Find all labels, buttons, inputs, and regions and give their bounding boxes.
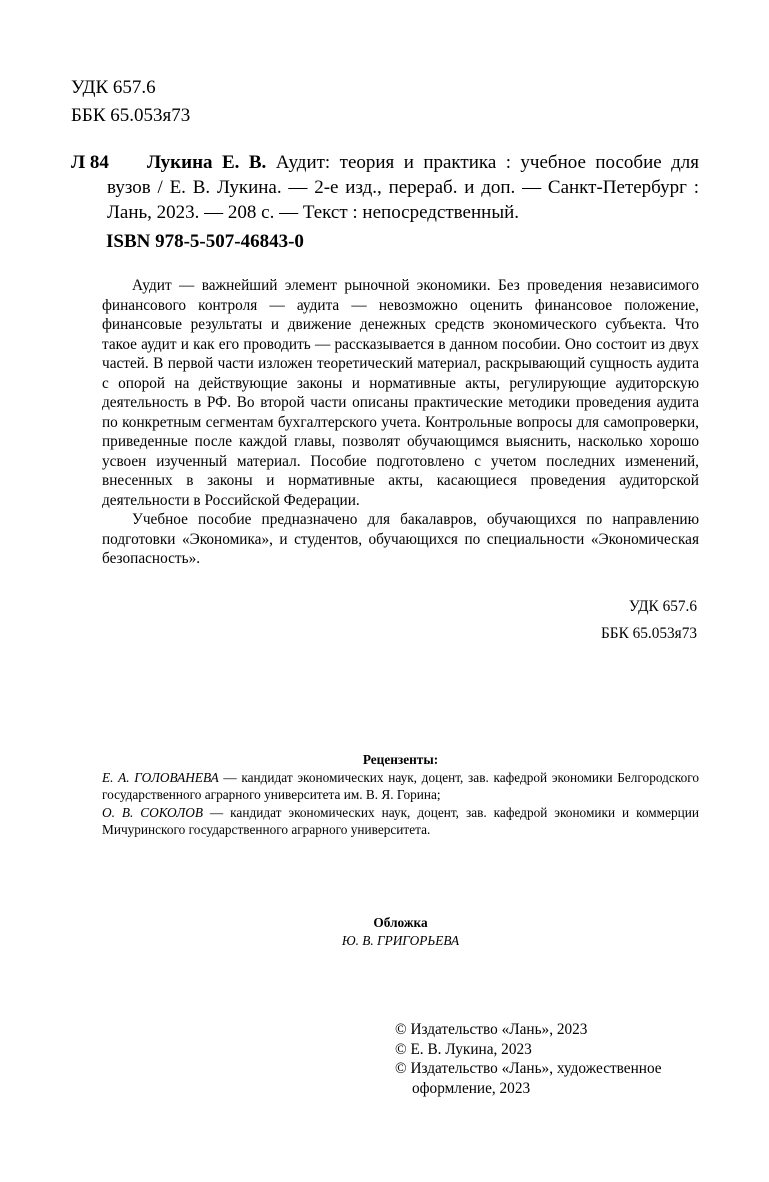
reviewer-details: — кандидат экономических наук, доцент, зав. кафедрой экономики и коммерции Мичуринского государственного аграрного университета.: [102, 804, 699, 837]
reviewers-section: [102, 751, 699, 839]
udk-code-bottom: УДК 657.6: [628, 598, 697, 615]
udk-code: УДК 657.6: [71, 77, 156, 98]
bibliographic-description: [107, 150, 699, 225]
reviewer-details: — кандидат экономических наук, доцент, зав. кафедрой экономики Белгородского государственного аграрного университета им. В. Я. Горина;: [102, 769, 699, 802]
copyright-block: [395, 1020, 700, 1098]
classification-footer: [500, 593, 697, 647]
copyright-line: © Е. В. Лукина, 2023: [395, 1040, 532, 1058]
cover-credit: [102, 914, 699, 950]
copyright-line: © Издательство «Лань», 2023: [395, 1021, 588, 1038]
bibliographic-entry: [71, 150, 699, 225]
reviewers-heading: Рецензенты:: [362, 752, 439, 767]
annotation-paragraph: Учебное пособие предназначено для бакалавров, обучающихся по направлению подготовки «Экономика», и студентов, обучающихся по специальности «Экономическая безопасность».: [102, 511, 699, 567]
copyright-line: © Издательство «Лань», художественное оформление, 2023: [395, 1060, 662, 1097]
reviewer-name: Е. А. ГОЛОВАНЕВА: [102, 769, 219, 785]
bbk-code-bottom: ББК 65.053я73: [601, 625, 697, 642]
cover-designer: Ю. В. ГРИГОРЬЕВА: [341, 933, 460, 948]
isbn: ISBN 978-5-507-46843-0: [106, 231, 304, 252]
reviewer-item: [102, 804, 699, 839]
annotation-paragraph: Аудит — важнейший элемент рыночной экономики. Без проведения независимого финансового контроля — аудита — невозможно оценить финансовое положение, финансовые результаты и движение денежных средств экономического субъекта. Что такое аудит и как его проводить — рассказывается в данном пособии. Оно состоит из двух частей. В первой части изложен теоретический материал, раскрывающий сущность аудита с опорой на действующие законы и нормативные акты, регулирующие аудиторскую деятельность в РФ. Во второй части описаны практические методики проведения аудита по конкретным сегментам бухгалтерского учета. Контрольные вопросы для самопроверки, приведенные после каждой главы, позволят обучающимся выяснить, насколько хорошо усвоен изученный материал. Пособие подготовлено с учетом последних изменений, внесенных в законы и нормативные акты, касающиеся проведения аудиторской деятельности в Российской Федерации.: [102, 277, 699, 509]
reviewer-name: О. В. СОКОЛОВ: [102, 804, 203, 820]
reviewer-item: [102, 769, 699, 804]
classification-header: [71, 74, 190, 130]
book-description: Аудит: теория и практика : учебное пособие для вузов / Е. В. Лукина. — 2-е изд., перераб. и доп. — Санкт-Петербург : Лань, 2023. — 208 с. — Текст : непосредственный.: [107, 152, 700, 223]
bbk-code: ББК 65.053я73: [71, 105, 191, 126]
annotation: [102, 276, 699, 569]
author-name: Лукина Е. В.: [147, 152, 267, 173]
author-sign: Л 84: [71, 152, 109, 173]
cover-heading: Обложка: [373, 915, 428, 930]
